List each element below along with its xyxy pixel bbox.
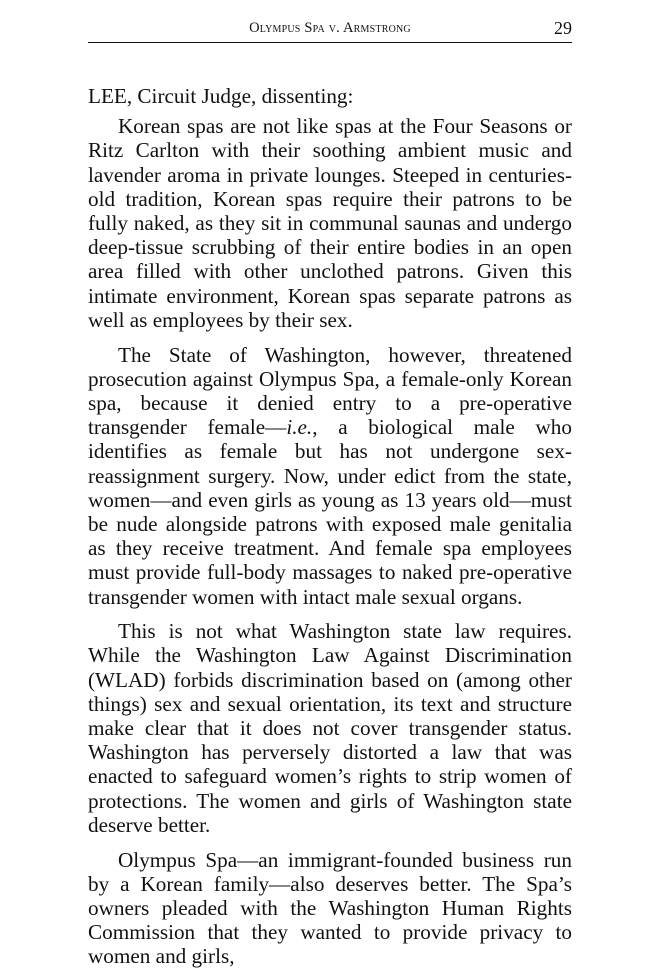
header-rule <box>88 42 572 43</box>
paragraph: Olympus Spa—an immigrant-founded business run by a Korean family—also deserves better. The Spa’s owners pleaded with the Washington Human Rights Commission that they wanted to provide privacy to women and girls, <box>88 847 572 969</box>
opinion-body <box>88 84 572 979</box>
italic-abbreviation: i.e. <box>286 415 313 440</box>
paragraph <box>88 343 572 609</box>
paragraph: This is not what Washington state law requires. While the Washington Law Against Discrimination (WLAD) forbids discrimination based on (among other things) sex and sexual orientation, its text and structure make clear that it does not cover transgender status. Washington has perversely distorted a law that was enacted to safeguard women’s rights to strip women of protections. The women and girls of Washington state deserve better. <box>88 619 572 837</box>
paragraph: Korean spas are not like spas at the Four Seasons or Ritz Carlton with their soothing ambient music and lavender aroma in private lounges. Steeped in centuries-old tradition, Korean spas require their patrons to be fully naked, as they sit in communal saunas and undergo deep-tissue scrubbing of their entire bodies in an open area filled with other unclothed patrons. Given this intimate environment, Korean spas separate patrons as well as employees by their sex. <box>88 114 572 332</box>
opinion-heading: LEE, Circuit Judge, dissenting: <box>88 84 354 108</box>
case-title: Olympus Spa v. Armstrong <box>249 20 411 36</box>
page-number: 29 <box>554 18 572 38</box>
paragraph-text: , a biological male who identifies as female but has not undergone sex-reassignment surgery. Now, under edict from the state, women—and even girls as young as 13 years old—must be nude alongside patrons with exposed male genitalia as they receive treatment. And female spa employees must provide full-body massages to naked pre-operative transgender women with intact male sexual organs. <box>88 415 572 609</box>
running-header <box>88 18 572 40</box>
paragraph-text: The State of Washington, however, threatened prosecution against Olympus Spa, a female-only Korean spa, because it denied entry to a pre-operative transgender female— <box>88 342 572 440</box>
